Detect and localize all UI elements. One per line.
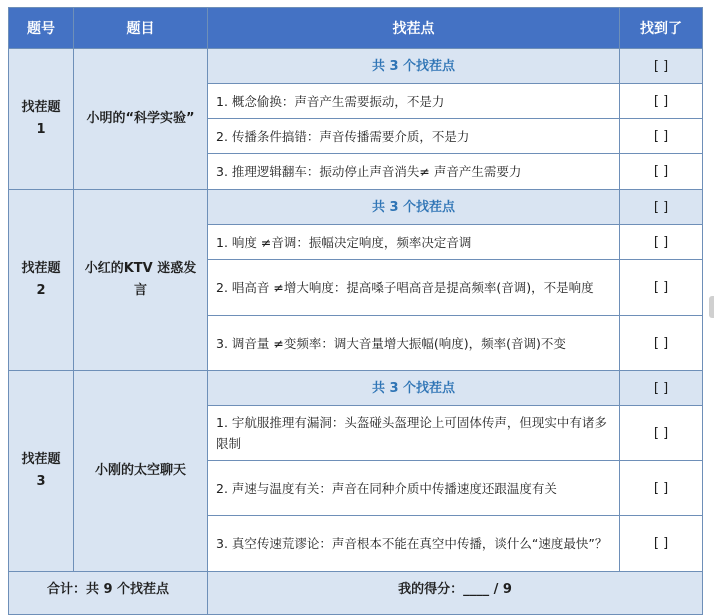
mistake-point: 3. 调音量 ≠变频率：调大音量增大振幅(响度)，频率(音调)不变 xyxy=(208,316,620,371)
total-points: 合计：共 9 个找茬点 xyxy=(9,572,208,615)
found-checkbox[interactable]: [ ] xyxy=(620,119,703,154)
question-label: 找茬题 xyxy=(21,452,61,467)
header-title: 题目 xyxy=(74,8,208,49)
spot-the-mistake-table xyxy=(8,7,703,615)
question-index: 2 xyxy=(36,283,46,298)
mistake-point: 1. 概念偷换：声音产生需要振动，不是力 xyxy=(208,84,620,119)
mistake-point: 1. 宇航服推理有漏洞：头盔碰头盔理论上可固体传声，但现实中有诸多限制 xyxy=(208,406,620,461)
question-title-3: 小刚的太空聊天 xyxy=(74,371,208,572)
found-checkbox[interactable]: [ ] xyxy=(620,461,703,516)
found-checkbox[interactable]: [ ] xyxy=(620,316,703,371)
point-count-2: 共 3 个找茬点 xyxy=(208,190,620,225)
side-handle-icon[interactable] xyxy=(709,296,714,318)
found-checkbox[interactable]: [ ] xyxy=(620,260,703,316)
question-index: 3 xyxy=(36,474,46,489)
question-number-1 xyxy=(9,49,74,190)
found-checkbox[interactable]: [ ] xyxy=(620,49,703,84)
found-checkbox[interactable]: [ ] xyxy=(620,190,703,225)
found-checkbox[interactable]: [ ] xyxy=(620,371,703,406)
header-points: 找茬点 xyxy=(208,8,620,49)
found-checkbox[interactable]: [ ] xyxy=(620,154,703,190)
question-index: 1 xyxy=(36,122,46,137)
question-title-2: 小红的KTV 迷惑发言 xyxy=(74,190,208,371)
mistake-point: 3. 真空传速荒谬论：声音根本不能在真空中传播，谈什么“速度最快”？ xyxy=(208,516,620,572)
mistake-point: 1. 响度 ≠音调：振幅决定响度，频率决定音调 xyxy=(208,225,620,260)
found-checkbox[interactable]: [ ] xyxy=(620,84,703,119)
mistake-point: 2. 唱高音 ≠增大响度：提高嗓子唱高音是提高频率(音调)，不是响度 xyxy=(208,260,620,316)
mistake-point: 2. 声速与温度有关：声音在同种介质中传播速度还跟温度有关 xyxy=(208,461,620,516)
question-number-2 xyxy=(9,190,74,371)
point-count-3: 共 3 个找茬点 xyxy=(208,371,620,406)
found-checkbox[interactable]: [ ] xyxy=(620,516,703,572)
header-number: 题号 xyxy=(9,8,74,49)
found-checkbox[interactable]: [ ] xyxy=(620,225,703,260)
mistake-point: 3. 推理逻辑翻车：振动停止声音消失≠ 声音产生需要力 xyxy=(208,154,620,190)
question-title-1: 小明的“科学实验” xyxy=(74,49,208,190)
question-label: 找茬题 xyxy=(21,261,61,276)
mistake-point: 2. 传播条件搞错：声音传播需要介质，不是力 xyxy=(208,119,620,154)
question-number-3 xyxy=(9,371,74,572)
header-found: 找到了 xyxy=(620,8,703,49)
point-count-1: 共 3 个找茬点 xyxy=(208,49,620,84)
question-label: 找茬题 xyxy=(21,100,61,115)
my-score[interactable]: 我的得分：____ / 9 xyxy=(208,572,703,615)
found-checkbox[interactable]: [ ] xyxy=(620,406,703,461)
